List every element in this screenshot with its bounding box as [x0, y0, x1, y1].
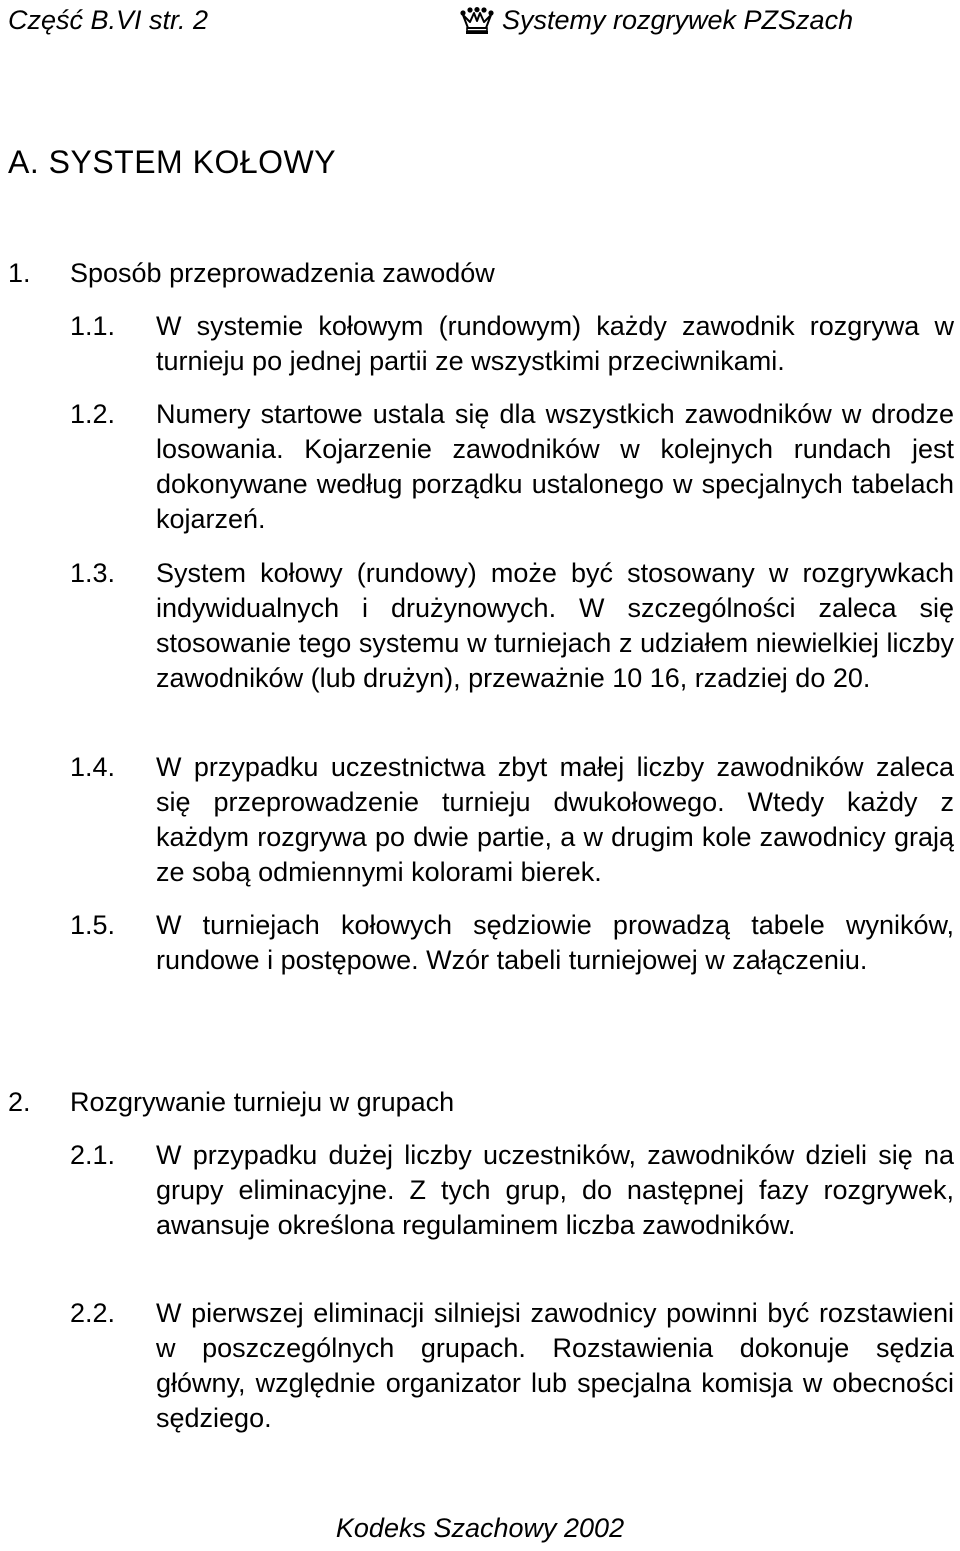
item-number: 2.2. [70, 1298, 116, 1328]
item-text: System kołowy (rundowy) może być stosowany w rozgrywkach indywidualnych i drużynowych. W szczególności zaleca się stosowanie tego systemu w turniejach z udziałem niewielkiej liczby zawodników (lub drużyn), przeważnie 10 16, rzadziej do 20. [156, 558, 954, 693]
item-text: W pierwszej eliminacji silniejsi zawodnicy powinni być rozstawieni w poszczególnych grupach. Rozstawienia dokonuje sędzia główny, względnie organizator lub specjalna komisja w obecności sędziego. [156, 1298, 954, 1433]
chapter-title: Rozgrywanie turnieju w grupach [70, 1087, 455, 1117]
chapter-number: 2. [8, 1087, 31, 1117]
chapter-number: 1. [8, 258, 31, 288]
item-text: W przypadku dużej liczby uczestników, zawodników dzieli się na grupy eliminacyjne. Z tych grup, do następnej fazy rozgrywek, awansuje określona regulaminem liczba zawodników. [156, 1140, 954, 1240]
header-title: Systemy rozgrywek PZSzach [502, 5, 854, 35]
chapter-title: Sposób przeprowadzenia zawodów [70, 258, 495, 288]
item-number: 1.1. [70, 311, 116, 341]
section-title: A. SYSTEM KOŁOWY [8, 144, 337, 180]
item-number: 1.3. [70, 558, 116, 588]
item-number: 1.4. [70, 752, 116, 782]
item-number: 1.5. [70, 910, 116, 940]
item-text: W systemie kołowym (rundowym) każdy zawodnik rozgrywa w turnieju po jednej partii ze wszystkimi przeciwnikami. [156, 311, 954, 376]
item-text: W przypadku uczestnictwa zbyt małej liczby zawodników zaleca się przeprowadzenie turnieju dwukołowego. Wtedy każdy z każdym rozgrywa po dwie partie, a w drugim kole zawodnicy grają ze sobą odmiennymi kolorami bierek. [156, 752, 954, 887]
item-text: W turniejach kołowych sędziowie prowadzą tabele wyników, rundowe i postępowe. Wzór tabeli turniejowej w załączeniu. [156, 910, 954, 975]
page-header [8, 0, 908, 40]
page-footer: Kodeks Szachowy 2002 [335, 1513, 625, 1543]
item-number: 2.1. [70, 1140, 116, 1170]
item-text: Numery startowe ustala się dla wszystkich zawodników w drodze losowania. Kojarzenie zawodników w kolejnych rundach jest dokonywane według porządku ustalonego w specjalnych tabelach kojarzeń. [156, 399, 954, 534]
page-number-label: Część B.VI str. 2 [8, 5, 209, 35]
item-number: 1.2. [70, 399, 116, 429]
chess-queen-icon [460, 7, 494, 35]
